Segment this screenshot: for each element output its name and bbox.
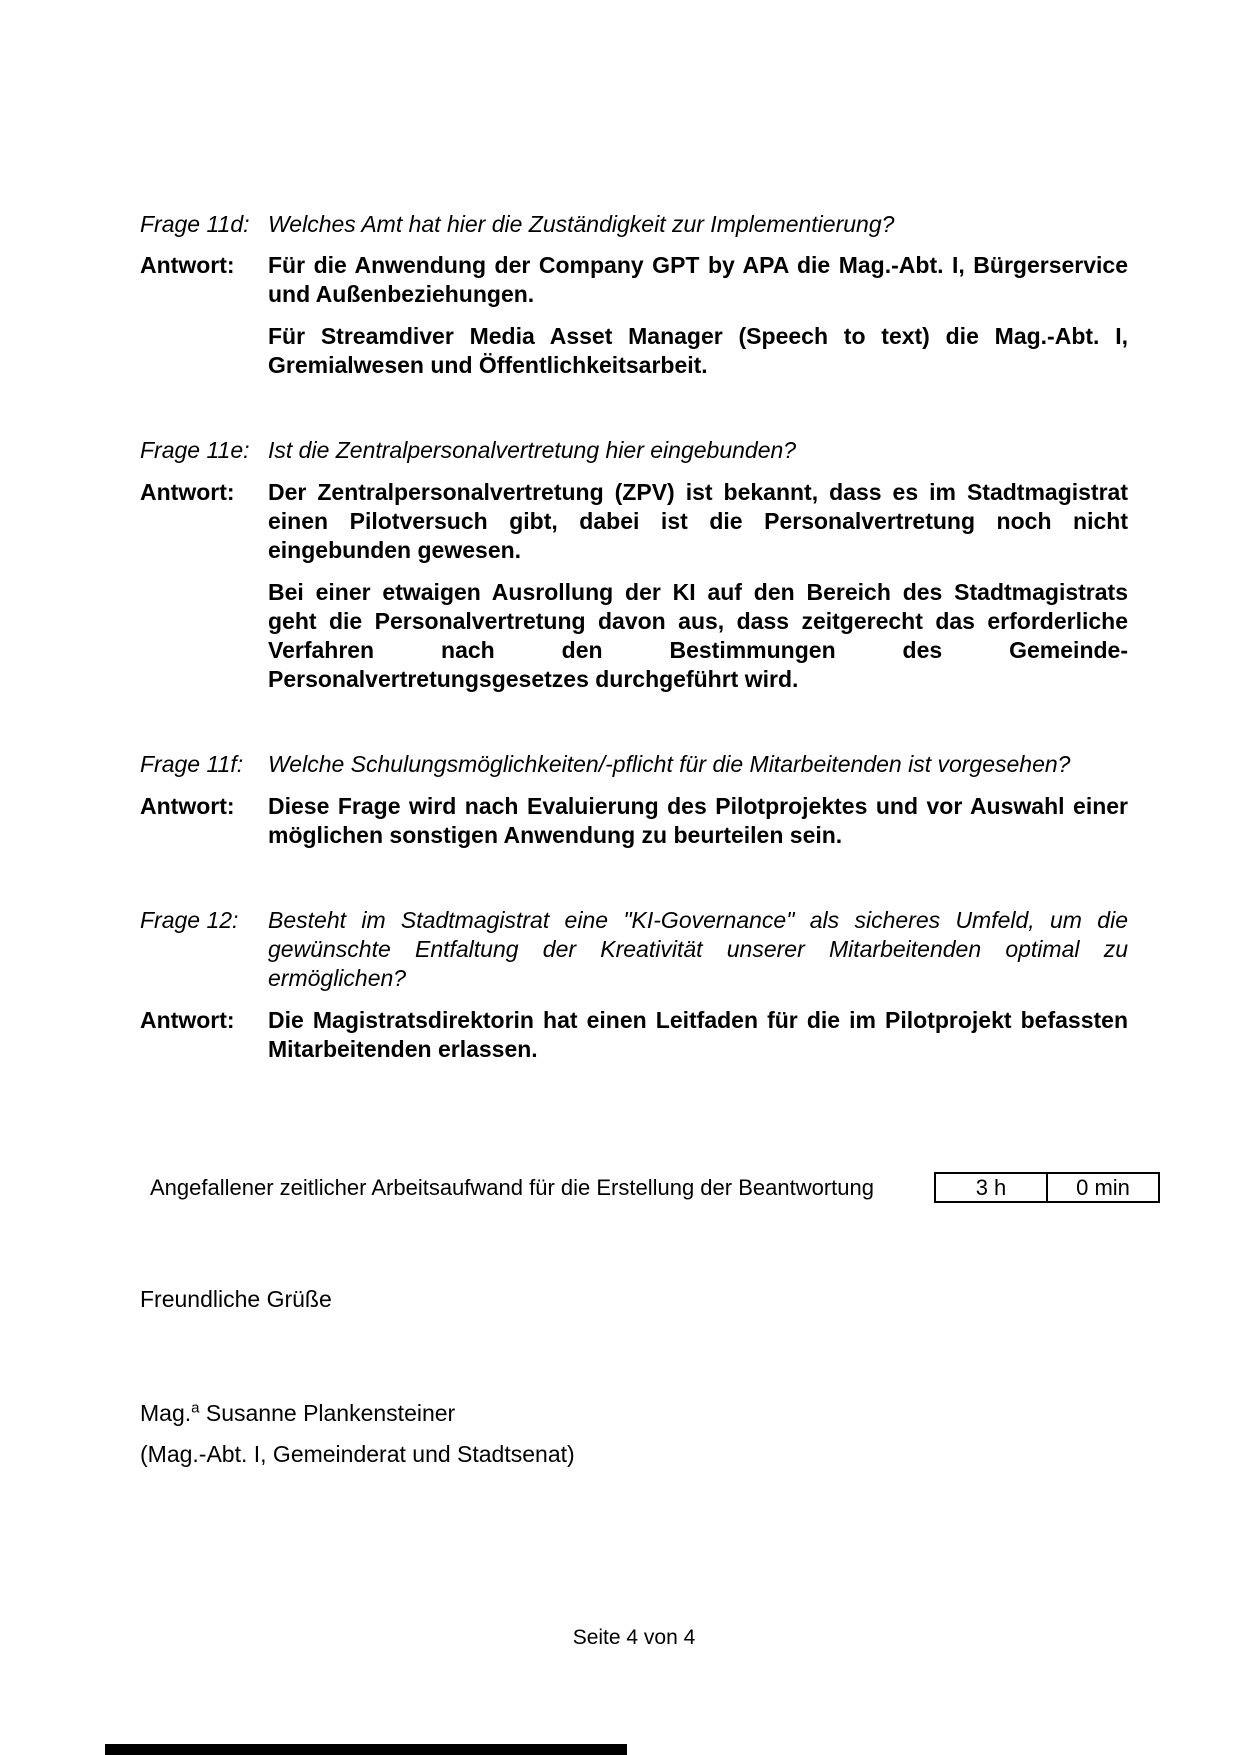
question-label: Frage 12: <box>140 907 239 933</box>
signature-person: Susanne Plankensteiner <box>205 1400 456 1426</box>
answer-text: Die Magistratsdirektorin hat einen Leitfaden für die im Pilotprojekt befassten Mitarbeitenden erlassen. <box>268 1007 1128 1062</box>
question-block-11e <box>140 436 1128 465</box>
page-number: Seite 4 von 4 <box>572 1626 696 1649</box>
question-body <box>268 906 1128 993</box>
scan-artifact-bar <box>105 1744 627 1755</box>
question-block-12 <box>140 906 1128 993</box>
question-text: Ist die Zentralpersonalvertretung hier eingebunden? <box>268 437 797 463</box>
signature-title: Mag. <box>140 1400 192 1426</box>
signature-organization: (Mag.-Abt. I, Gemeinderat und Stadtsenat) <box>140 1441 575 1467</box>
answer-block-11f <box>140 792 1128 850</box>
answer-text: Für Streamdiver Media Asset Manager (Speech to text) die Mag.-Abt. I, Gremialwesen und Öffentlichkeitsarbeit. <box>268 323 1128 378</box>
question-label: Frage 11f: <box>140 751 244 777</box>
question-block-11d <box>140 210 1128 239</box>
answer-label: Antwort: <box>140 479 235 505</box>
signature-name <box>140 1400 455 1427</box>
answer-block-11e <box>140 478 1128 694</box>
answer-label: Antwort: <box>140 793 235 819</box>
answer-text: Für die Anwendung der Company GPT by APA die Mag.-Abt. I, Bürgerservice und Außenbeziehungen. <box>268 252 1128 307</box>
question-body <box>268 210 1128 239</box>
effort-table <box>934 1172 1160 1203</box>
closing-salutation: Freundliche Grüße <box>140 1286 332 1312</box>
answer-text: Der Zentralpersonalvertretung (ZPV) ist bekannt, dass es im Stadtmagistrat einen Pilotversuch gibt, dabei ist die Personalvertretung noch nicht eingebunden gewesen. <box>268 479 1128 563</box>
question-label: Frage 11d: <box>140 211 250 237</box>
effort-hours-cell: 3 h <box>934 1172 1048 1203</box>
effort-minutes-cell: 0 min <box>1046 1172 1160 1203</box>
effort-row <box>150 1172 1160 1203</box>
answer-text: Diese Frage wird nach Evaluierung des Pilotprojektes und vor Auswahl einer möglichen sonstigen Anwendung zu beurteilen sein. <box>268 793 1128 848</box>
signature-title-superscript: a <box>191 1399 200 1417</box>
answer-text: Bei einer etwaigen Ausrollung der KI auf den Bereich des Stadtmagistrats geht die Personalvertretung davon aus, dass zeitgerecht das erforderliche Verfahren nach den Bestimmungen des Gemeinde-Personalvertretungsgesetzes durchgeführt wird. <box>268 579 1128 692</box>
answer-body <box>268 1006 1128 1064</box>
answer-block-11d <box>140 251 1128 380</box>
question-body <box>268 436 1128 465</box>
question-block-11f <box>140 750 1128 779</box>
answer-body <box>268 792 1128 850</box>
effort-label: Angefallener zeitlicher Arbeitsaufwand für die Erstellung der Beantwortung <box>150 1174 874 1200</box>
answer-body <box>268 478 1128 694</box>
question-label: Frage 11e: <box>140 437 250 463</box>
qa-section <box>140 210 1128 1064</box>
answer-label: Antwort: <box>140 1007 235 1033</box>
answer-block-12 <box>140 1006 1128 1064</box>
question-text: Welche Schulungsmöglichkeiten/-pflicht für die Mitarbeitenden ist vorgesehen? <box>268 751 1071 777</box>
answer-body <box>268 251 1128 380</box>
question-text: Welches Amt hat hier die Zuständigkeit zur Implementierung? <box>268 211 895 237</box>
answer-label: Antwort: <box>140 252 235 278</box>
question-text: Besteht im Stadtmagistrat eine "KI-Governance" als sicheres Umfeld, um die gewünschte Entfaltung der Kreativität unserer Mitarbeitenden optimal zu ermöglichen? <box>268 907 1128 991</box>
question-body <box>268 750 1128 779</box>
